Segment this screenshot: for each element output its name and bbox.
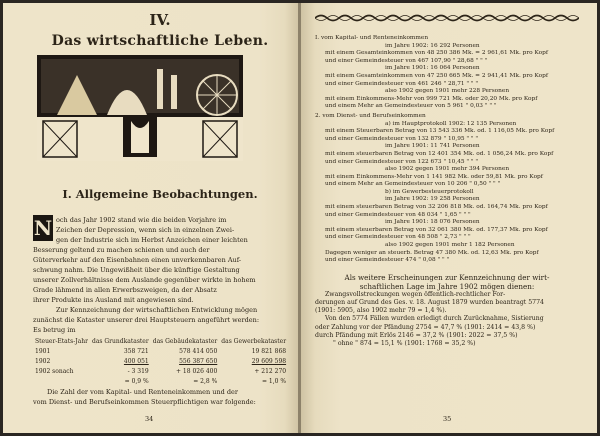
text-line: schaftlichen Lage im Jahre 1902 mögen dienen:	[359, 281, 535, 291]
statistics-line: I. vom Kapital- und Renteneinkommen	[315, 35, 429, 41]
statistics-line: im Jahre 1901: 16 064 Personen	[385, 65, 480, 72]
statistics-line: mit einem steuerbaren Betrag von 32 206 818 Mk. od. 164,74 Mk. pro Kopf	[325, 204, 548, 211]
paragraph-1	[33, 215, 287, 335]
section-heading	[315, 273, 579, 291]
statistics-line: im Jahre 1901: 11 741 Personen	[385, 143, 480, 150]
table-cell: 556 387 650	[179, 358, 218, 365]
table-cell: + 212 270	[254, 368, 287, 375]
text-line: Es betrug im	[33, 326, 76, 334]
statistics-line: mit einem Steuerbaren Betrag von 13 543 336 Mk. od. 1 116,05 Mk. pro Kopf	[325, 128, 555, 135]
table-cell	[33, 377, 90, 387]
text-line: unserer Zollverhältnisse dem Auslande gegenüber wirkte in hohem	[33, 276, 256, 284]
table-cell: 1902 sonach	[35, 368, 74, 375]
statistics-line: mit einem Einkommens-Mehr von 999 721 Mk. oder 20,20 Mk. pro Kopf	[325, 95, 538, 102]
drop-cap: N	[33, 216, 53, 240]
text-line: ihrer Produkte ins Ausland mit angewiesen sind.	[33, 296, 194, 304]
table-cell: 1901	[35, 348, 51, 355]
table-header: das Gebäudekataster	[152, 338, 218, 345]
statistics-line: mit einem steuerbaren Betrag von 12 401 354 Mk. od. 1 056,24 Mk. pro Kopf	[325, 150, 554, 157]
text-line: durch Pfändung mit Erlös 2146 = 37,2 % (1901: 2022 = 37,5 %)	[315, 331, 518, 339]
table-cell: = 0,9 %	[124, 378, 149, 385]
statistics-line: mit einem Gesamteinkommen von 47 250 665 Mk. = 2 941,41 Mk. pro Kopf	[325, 72, 548, 79]
chapter-title: Das wirtschaftliche Leben.	[51, 33, 269, 49]
text-line: zunächst die Kataster unserer drei Hauptsteuern angeführt werden:	[33, 316, 260, 324]
text-line: Besserung geltend zu machen schienen und auch der	[33, 246, 210, 254]
text-line: Zeichen der Depression, wenn sich in einzelnen Zwei-	[56, 226, 235, 234]
statistics-line: und einer Gemeindesteuer 474 " 0,08 " " "	[325, 257, 450, 264]
tax-table	[33, 337, 288, 387]
statistics-line: 2. vom Dienst- und Berufseinkommen	[315, 112, 426, 119]
page-number: 34	[145, 415, 154, 423]
body-text	[33, 215, 287, 407]
statistics-line: und einer Gemeindesteuer von 132 879 " 10,95 " " "	[325, 135, 479, 142]
text-line: Die Zahl der vom Kapital- und Renteneinkommen und der	[47, 388, 238, 396]
text-line: gen der Industrie sich im Herbst Anzeichen einer leichten	[56, 236, 248, 244]
statistics-line: mit einem Gesamteinkommen von 48 250 386 Mk. = 2 961,61 Mk. pro Kopf	[325, 50, 548, 57]
text-line: Grade lähmend in allen Erwerbszweigen, da der Absatz	[33, 286, 217, 294]
statistics-line: und einem Mehr an Gemeindesteuer von 5 961 " 0,03 " " "	[325, 103, 497, 110]
statistics-line: also 1902 gegen 1901 mehr 1 182 Personen	[385, 242, 515, 249]
section-title: I. Allgemeine Beobachtungen.	[62, 187, 258, 201]
paragraph-2	[33, 387, 287, 407]
statistics-line: im Jahre 1901: 18 076 Personen	[385, 219, 480, 226]
statistics-line: also 1902 gegen 1901 mehr 394 Personen	[385, 166, 510, 173]
table-cell: 19 821 868	[251, 348, 287, 355]
page-number: 35	[443, 415, 452, 423]
statistics-line: und einer Gemeindesteuer von 461 246 " 28,71 " " "	[325, 80, 479, 87]
income-statistics	[315, 35, 579, 265]
chapter-number: IV.	[149, 11, 171, 29]
right-page	[301, 3, 597, 433]
statistics-line: und einer Gemeindesteuer von 467 107,90 " 28,68 " " "	[325, 57, 488, 64]
table-cell: 358 721	[123, 348, 149, 355]
statistics-line: im Jahre 1902: 19 258 Personen	[385, 196, 480, 203]
ornament-border	[315, 13, 579, 23]
table-row	[33, 357, 288, 367]
text-line: Zur Kennzeichnung der wirtschaftlichen Entwicklung mögen	[56, 306, 258, 314]
table-header-row	[33, 337, 288, 347]
statistics-line: und einer Gemeindesteuer von 48 508 " 2,73 " " "	[325, 234, 471, 241]
table-cell: 578 414 050	[179, 348, 218, 355]
table-cell: - 3 319	[127, 368, 149, 375]
table-header: das Grundkataster	[91, 338, 149, 345]
text-line: Von den 5774 Fällen wurden erledigt durch Zurücknahme, Sistierung	[325, 315, 544, 323]
table-cell: = 1,0 %	[262, 378, 287, 385]
book-spread	[3, 3, 597, 433]
table-cell: 1902	[35, 358, 51, 365]
table-header: Steuer-Etats-Jahr	[35, 338, 88, 345]
statistics-line: mit einem steuerbaren Betrag von 32 061 380 Mk. od. 177,37 Mk. pro Kopf	[325, 226, 548, 233]
statistics-line: Dagegen weniger an steuerb. Betrag 47 380 Mk. od. 12,63 Mk. pro Kopf	[325, 249, 539, 256]
statistics-line: im Jahre 1902: 16 292 Personen	[385, 42, 480, 49]
text-line: " ohne " 874 = 15,1 % (1901: 1768 = 35,2 %)	[333, 340, 476, 348]
statistics-line: also 1902 gegen 1901 mehr 228 Personen	[385, 88, 510, 95]
text-line: schwung nahm. Die Ungewißheit über die künftige Gestaltung	[33, 266, 240, 274]
statistics-line: und einer Gemeindesteuer von 48 034 " 1,65 " " "	[325, 211, 471, 218]
table-header: das Gewerbekataster	[221, 338, 287, 345]
statistics-line: mit einem Einkommens-Mehr von 1 141 982 Mk. oder 59,81 Mk. pro Kopf	[325, 173, 543, 180]
table-cell: = 2,8 %	[193, 378, 218, 385]
text-line: derungen auf Grund des Ges. v. 18. August 1879 wurden beantragt 5774	[315, 299, 544, 307]
text-line: (1901: 5905, also 1902 mehr 79 = 1,4 %).	[315, 307, 447, 315]
table-cell: + 18 026 400	[175, 368, 218, 375]
table-row	[33, 377, 288, 387]
text-line: Zwangsvollstreckungen wegen öffentlich-rechtlicher For-	[325, 290, 506, 298]
text-line: vom Dienst- und Berufseinkommen Steuerpflichtigen war folgende:	[33, 398, 256, 406]
statistics-line: b) im Gewerbesteuerprotokoll	[385, 188, 474, 195]
table-cell: 29 609 598	[251, 358, 287, 365]
chapter-illustration	[37, 55, 243, 161]
statistics-line: und einer Gemeindesteuer von 122 673 " 10,45 " " "	[325, 158, 479, 165]
table-cell: 400 051	[123, 358, 149, 365]
text-line: Als weitere Erscheinungen zur Kennzeichnung der wirt-	[344, 272, 550, 282]
table-row	[33, 367, 288, 377]
text-line: oder Zahlung vor der Pfändung 2754 = 47,7 % (1901: 2414 = 43,8 %)	[315, 323, 536, 331]
left-page	[3, 3, 299, 433]
text-line: och das Jahr 1902 stand wie die beiden Vorjahre im	[56, 216, 227, 224]
table-row	[33, 347, 288, 357]
text-line: Güterverkehr auf den Eisenbahnen einen unverkennbaren Auf-	[33, 256, 242, 264]
statistics-line: a) im Hauptprotokoll 1902: 12 135 Personen	[385, 120, 517, 127]
statistics-line: und einem Mehr an Gemeindesteuer von 10 206 " 0,50 " " "	[325, 181, 501, 188]
enforcement-statistics	[315, 291, 579, 348]
